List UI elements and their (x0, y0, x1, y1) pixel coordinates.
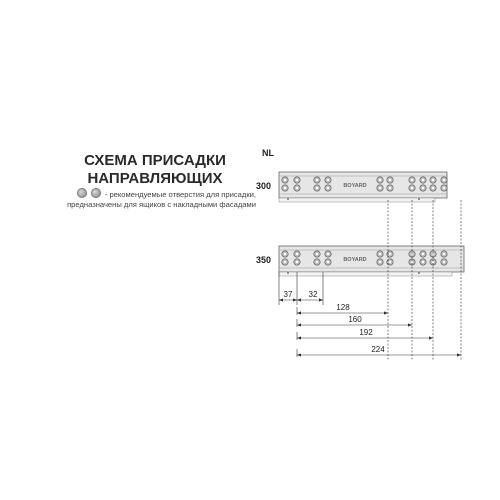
mounting-hole-center (443, 253, 445, 255)
mounting-hole-center (443, 261, 445, 263)
rail-mark (287, 272, 289, 274)
mounting-hole-center (296, 179, 298, 181)
mounting-hole-center (327, 187, 329, 189)
mounting-hole-center (389, 253, 391, 255)
mounting-hole-center (316, 187, 318, 189)
dimension-arrow (297, 298, 301, 301)
mounting-hole-center (316, 179, 318, 181)
mounting-hole-center (422, 253, 424, 255)
mounting-hole-center (284, 261, 286, 263)
mounting-hole-center (379, 253, 381, 255)
dimension-arrow (293, 298, 297, 301)
dimension-label-32: 32 (308, 290, 318, 299)
mounting-hole-center (284, 253, 286, 255)
mounting-hole-center (296, 261, 298, 263)
mounting-hole-center (389, 261, 391, 263)
dimension-arrow (297, 336, 301, 339)
mounting-hole-center (327, 179, 329, 181)
dimension-arrow (384, 311, 388, 314)
dimension-label-37: 37 (283, 290, 293, 299)
scheme-title-line1: СХЕМА ПРИСАДКИ (84, 152, 226, 169)
rail-length-label: 350 (256, 255, 272, 265)
dimension-label: 192 (359, 328, 373, 337)
mounting-hole-center (422, 187, 424, 189)
mounting-hole-center (316, 253, 318, 255)
legend-text-line2: предназначены для ящиков с накладными фасадами (67, 200, 256, 209)
mounting-hole-center (316, 261, 318, 263)
dimension-label: 160 (348, 315, 362, 324)
mounting-hole-center (327, 253, 329, 255)
dimension-arrow (319, 298, 323, 301)
mounting-hole-center (389, 187, 391, 189)
mounting-hole-center (296, 253, 298, 255)
mounting-hole-center (284, 179, 286, 181)
dimension-arrow (297, 323, 301, 326)
dimensions-group (279, 200, 461, 360)
nl-header: NL (262, 148, 274, 158)
rail-mark (287, 198, 289, 200)
mounting-hole-center (443, 179, 445, 181)
scheme-title-line2: НАПРАВЛЯЮЩИХ (87, 170, 223, 187)
mounting-hole-center (379, 187, 381, 189)
brand-logo: BOYARD (343, 183, 367, 189)
mounting-hole-center (296, 187, 298, 189)
rail-mark (418, 272, 420, 274)
mounting-hole-center (327, 261, 329, 263)
mounting-hole-center (422, 179, 424, 181)
rail-flange (279, 272, 452, 276)
mounting-hole-center (284, 187, 286, 189)
rail-length-label: 300 (256, 181, 272, 191)
mounting-hole-center (379, 261, 381, 263)
rail-flange (279, 198, 435, 202)
rail-mark (418, 198, 420, 200)
dimension-arrow (279, 298, 283, 301)
rail (256, 172, 447, 202)
dimension-label: 128 (336, 303, 350, 312)
dimension-arrow (429, 336, 433, 339)
legend-text-line1: - рекомендуемые отверстия для присадки, (104, 190, 256, 199)
dimension-arrow (297, 353, 301, 356)
mounting-hole-center (411, 179, 413, 181)
dimension-arrow (457, 353, 461, 356)
mounting-hole-center (432, 179, 434, 181)
brand-logo: BOYARD (343, 257, 367, 263)
mounting-hole-center (443, 187, 445, 189)
mounting-hole-center (411, 187, 413, 189)
mounting-hole-center (422, 261, 424, 263)
dimension-arrow (408, 323, 412, 326)
mounting-hole-center (379, 179, 381, 181)
mounting-hole-center (432, 187, 434, 189)
dimension-arrow (297, 311, 301, 314)
mounting-hole-center (389, 179, 391, 181)
dimension-label: 224 (371, 345, 385, 354)
